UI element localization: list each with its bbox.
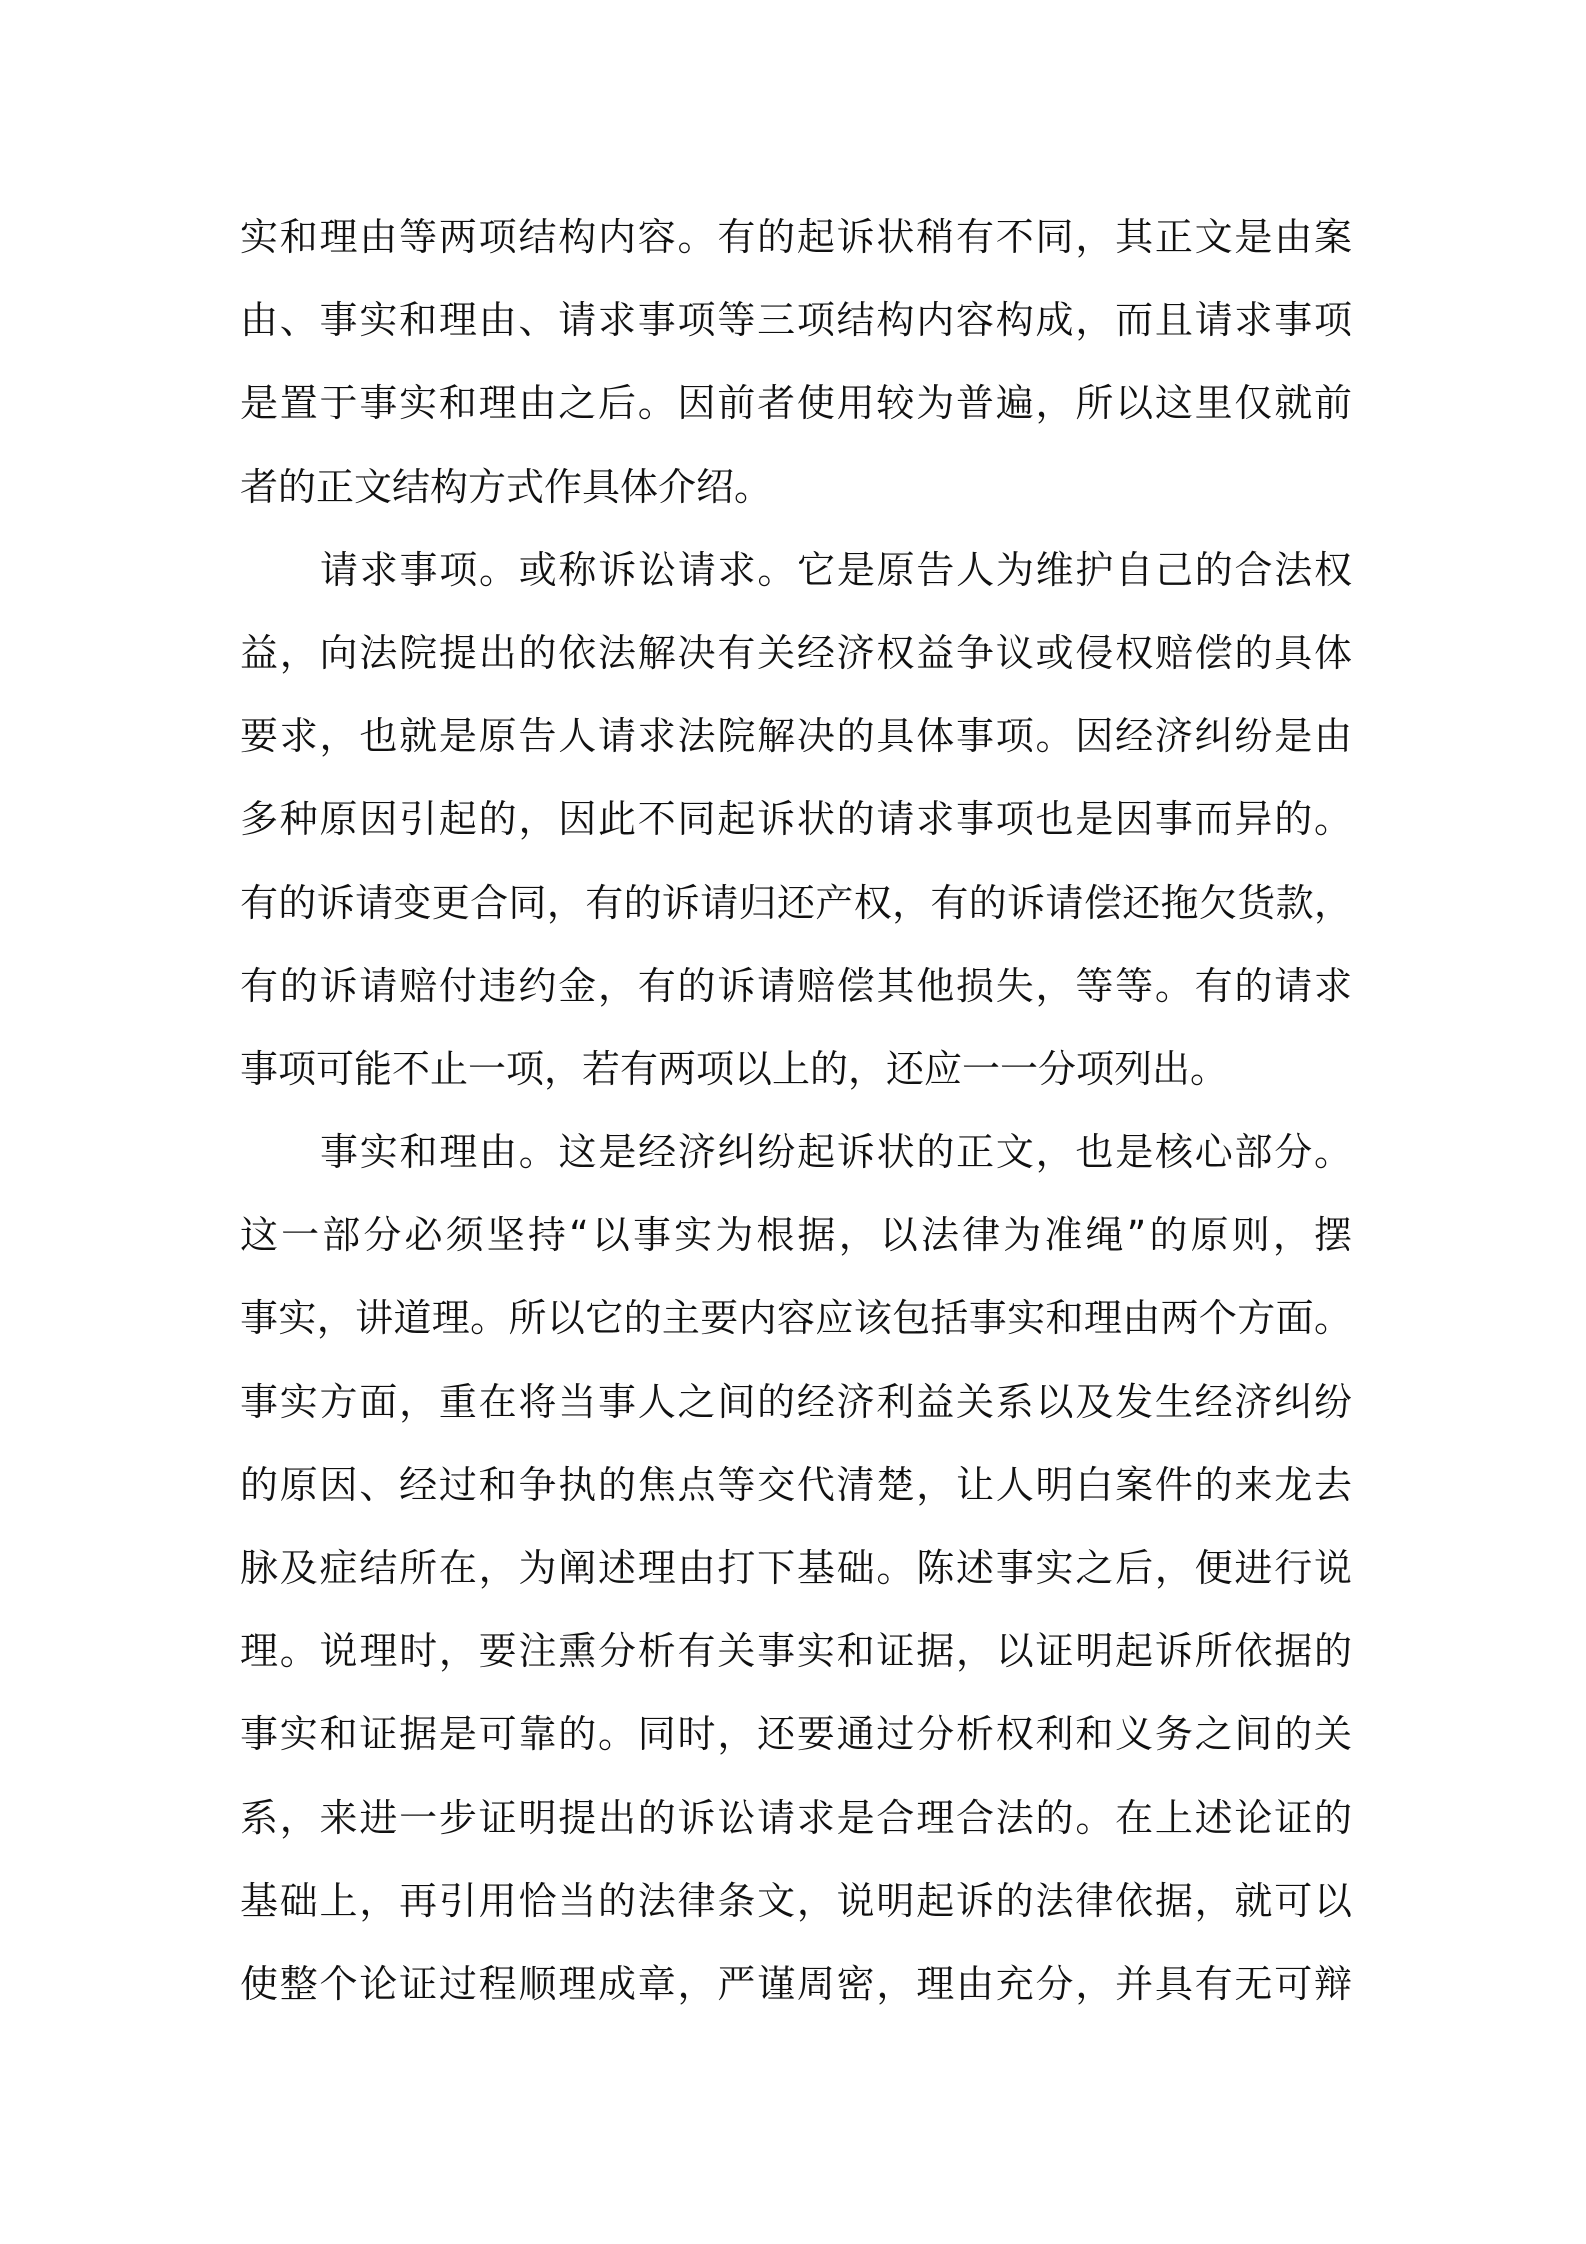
text-line: 系，来进一步证明提出的诉讼请求是合理合法的。在上述论证的	[240, 1795, 1352, 1840]
text-line: 实和理由等两项结构内容。有的起诉状稍有不同，其正文是由案	[240, 215, 1352, 259]
text-line: 者的正文结构方式作具体介绍。	[240, 464, 773, 509]
text-line: 这一部分必须坚持“以事实为根据，以法律为准绳”的原则，摆	[240, 1213, 1352, 1258]
text-line: 是置于事实和理由之后。因前者使用较为普遍，所以这里仅就前	[240, 381, 1352, 426]
text-line: 有的诉请赔付违约金，有的诉请赔偿其他损失，等等。有的请求	[240, 963, 1352, 1008]
text-line: 由、事实和理由、请求事项等三项结构内容构成，而且请求事项	[240, 298, 1352, 343]
text-line: 脉及症结所在，为阐述理由打下基础。陈述事实之后，便进行说	[240, 1546, 1352, 1590]
text-line: 事实和证据是可靠的。同时，还要通过分析权利和义务之间的关	[240, 1712, 1352, 1757]
document-body-text	[240, 196, 1352, 2026]
text-line: 有的诉请变更合同，有的诉请归还产权，有的诉请偿还拖欠货款，	[240, 880, 1352, 925]
paragraph-first-line: 事实和理由。这是经济纠纷起诉状的正文，也是核心部分。	[320, 1130, 1352, 1175]
text-line: 多种原因引起的，因此不同起诉状的请求事项也是因事而异的。	[240, 797, 1352, 842]
text-line: 使整个论证过程顺理成章，严谨周密，理由充分，并具有无可辩	[240, 1961, 1352, 2006]
text-line: 事实方面，重在将当事人之间的经济利益关系以及发生经济纠纷	[240, 1379, 1352, 1424]
text-line: 益，向法院提出的依法解决有关经济权益争议或侵权赔偿的具体	[240, 630, 1352, 675]
text-line: 要求，也就是原告人请求法院解决的具体事项。因经济纠纷是由	[240, 714, 1352, 759]
text-line: 的原因、经过和争执的焦点等交代清楚，让人明白案件的来龙去	[240, 1462, 1352, 1507]
text-line: 基础上，再引用恰当的法律条文，说明起诉的法律依据，就可以	[240, 1878, 1352, 1923]
text-line: 事项可能不止一项，若有两项以上的，还应一一分项列出。	[240, 1046, 1229, 1091]
text-line: 理。说理时，要注熏分析有关事实和证据，以证明起诉所依据的	[240, 1629, 1352, 1674]
paragraph-first-line: 请求事项。或称诉讼请求。它是原告人为维护自己的合法权	[320, 547, 1352, 592]
text-line: 事实，讲道理。所以它的主要内容应该包括事实和理由两个方面。	[240, 1296, 1352, 1341]
